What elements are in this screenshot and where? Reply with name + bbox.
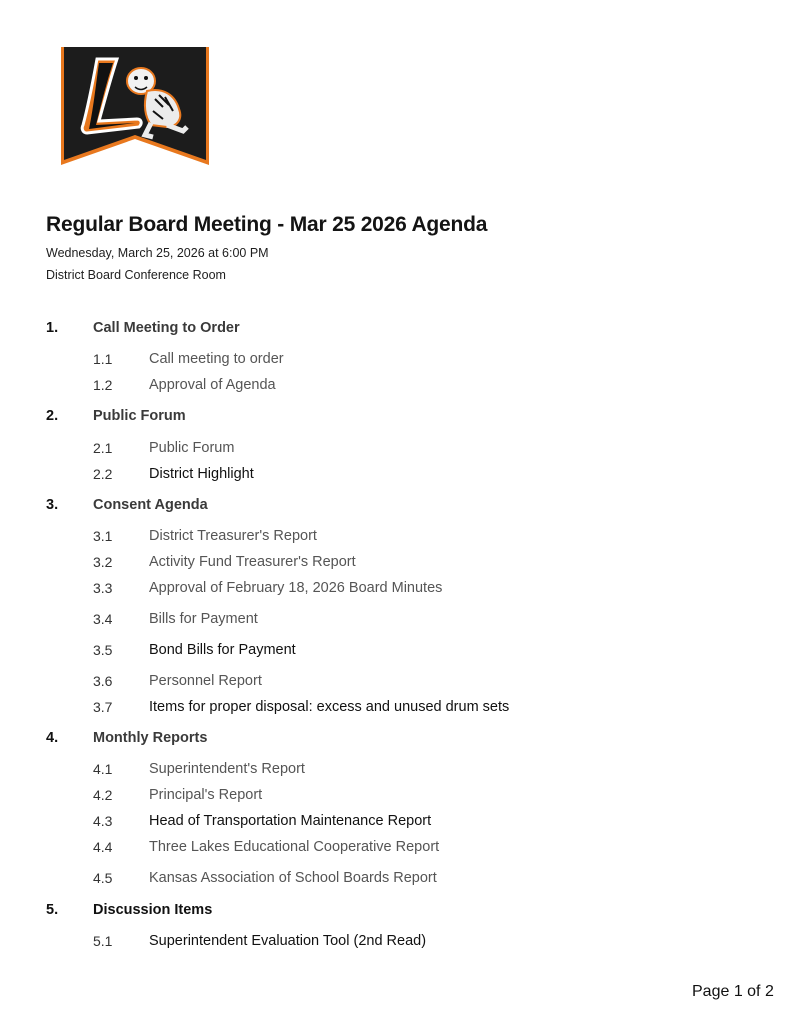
section-title: Call Meeting to Order	[93, 320, 240, 336]
item-number: 4.2	[93, 787, 113, 803]
item-number: 2.1	[93, 440, 113, 456]
item-title: Three Lakes Educational Cooperative Report	[149, 839, 440, 855]
item-number: 1.2	[93, 377, 113, 393]
item-title: District Treasurer's Report	[149, 528, 317, 544]
item-title: Items for proper disposal: excess and unused drum sets	[149, 699, 510, 715]
page-number: Page 1 of 2	[692, 983, 774, 1000]
section-title: Consent Agenda	[93, 497, 208, 513]
item-title: Principal's Report	[149, 787, 263, 803]
section-number: 1.	[46, 320, 59, 336]
section-number: 2.	[46, 408, 59, 424]
item-title: Superintendent's Report	[149, 761, 305, 777]
item-number: 3.3	[93, 580, 113, 596]
section-title: Discussion Items	[93, 902, 213, 918]
section-number: 4.	[46, 730, 59, 746]
tiger-logo-icon	[59, 47, 211, 169]
item-number: 4.4	[93, 839, 113, 855]
item-number: 2.2	[93, 466, 113, 482]
item-number: 4.3	[93, 813, 113, 829]
item-title: Superintendent Evaluation Tool (2nd Read)	[149, 933, 427, 949]
item-title: Personnel Report	[149, 673, 262, 689]
item-number: 5.1	[93, 933, 113, 949]
item-title: Call meeting to order	[149, 351, 284, 367]
item-number: 3.5	[93, 642, 113, 658]
item-number: 1.1	[93, 351, 113, 367]
section-number: 5.	[46, 902, 59, 918]
item-number: 3.6	[93, 673, 113, 689]
meeting-location: District Board Conference Room	[46, 268, 226, 282]
item-title: Public Forum	[149, 440, 235, 456]
item-title: Bills for Payment	[149, 611, 258, 627]
meeting-date: Wednesday, March 25, 2026 at 6:00 PM	[46, 246, 269, 260]
page-title: Regular Board Meeting - Mar 25 2026 Agenda	[46, 213, 488, 236]
item-title: Head of Transportation Maintenance Report	[149, 813, 432, 829]
item-number: 4.1	[93, 761, 113, 777]
item-number: 3.2	[93, 554, 113, 570]
section-number: 3.	[46, 497, 59, 513]
item-number: 3.1	[93, 528, 113, 544]
item-title: Approval of Agenda	[149, 377, 276, 393]
item-number: 3.7	[93, 699, 113, 715]
item-title: Activity Fund Treasurer's Report	[149, 554, 356, 570]
section-title: Public Forum	[93, 408, 186, 424]
item-title: Kansas Association of School Boards Report	[149, 870, 437, 886]
section-title: Monthly Reports	[93, 730, 208, 746]
item-number: 3.4	[93, 611, 113, 627]
item-number: 4.5	[93, 870, 113, 886]
item-title: Bond Bills for Payment	[149, 642, 296, 658]
item-title: Approval of February 18, 2026 Board Minutes	[149, 580, 443, 596]
item-title: District Highlight	[149, 466, 254, 482]
